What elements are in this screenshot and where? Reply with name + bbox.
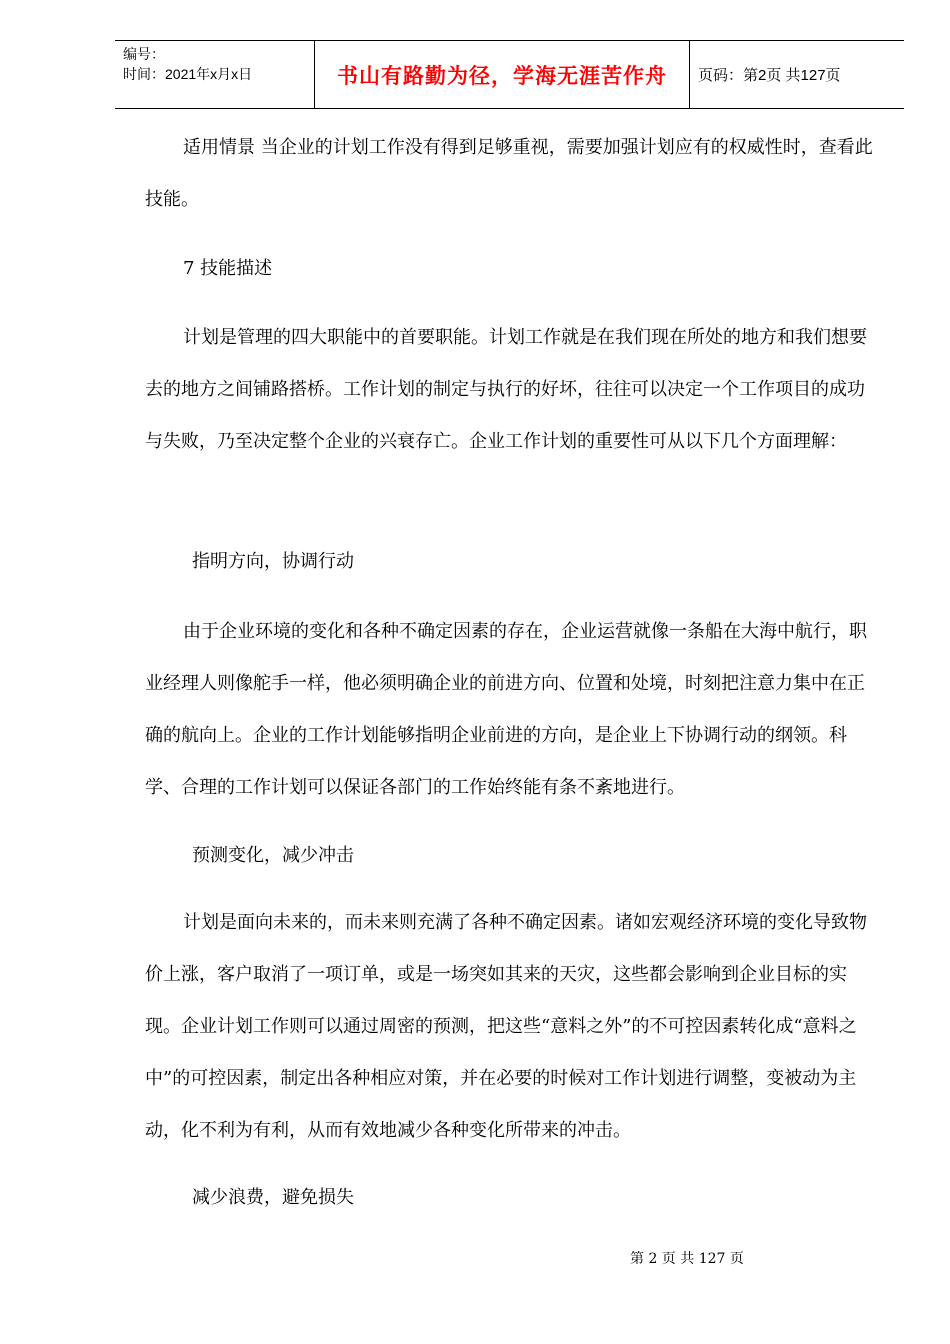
- number-label: 编号：: [123, 46, 165, 62]
- subheading-waste: 减少浪费，避免损失: [192, 1187, 354, 1208]
- paragraph-applicable-scenario: 适用情景 当企业的计划工作没有得到足够重视，需要加强计划应有的权威性时，查看此技能。: [145, 137, 873, 210]
- page-footer: 第 2 页 共 127 页: [630, 1251, 744, 1267]
- header-meta: [115, 41, 315, 108]
- header-page-info: 页码：第2页 共127页: [698, 67, 841, 84]
- page-header: [115, 40, 904, 109]
- section-heading: 7 技能描述: [183, 258, 273, 279]
- paragraph-change: 计划是面向未来的，而未来则充满了各种不确定因素。诸如宏观经济环境的变化导致物价上涨，客户取消了一项订单，或是一场突如其来的天灾，这些都会影响到企业目标的实现。企业计划工作则可以通过周密的预测，把这些“意料之外”的不可控因素转化成“意料之中”的可控因素，制定出各种相应对策，并在必要的时候对工作计划进行调整，变被动为主动，化不利为有利，从而有效地减少各种变化所带来的冲击。: [145, 912, 867, 1141]
- time-label: 时间：2021年x月x日: [123, 66, 253, 82]
- header-motto: 书山有路勤为径，学海无涯苦作舟: [315, 41, 690, 108]
- subheading-change: 预测变化，减少冲击: [192, 845, 354, 866]
- subheading-direction: 指明方向，协调行动: [192, 551, 354, 572]
- paragraph-plan-importance: 计划是管理的四大职能中的首要职能。计划工作就是在我们现在所处的地方和我们想要去的地方之间铺路搭桥。工作计划的制定与执行的好坏，往往可以决定一个工作项目的成功与失败，乃至决定整个企业的兴衰存亡。企业工作计划的重要性可从以下几个方面理解：: [145, 327, 867, 452]
- paragraph-direction: 由于企业环境的变化和各种不确定因素的存在，企业运营就像一条船在大海中航行，职业经理人则像舵手一样，他必须明确企业的前进方向、位置和处境，时刻把注意力集中在正确的航向上。企业的工作计划能够指明企业前进的方向，是企业上下协调行动的纲领。科学、合理的工作计划可以保证各部门的工作始终能有条不紊地进行。: [145, 621, 867, 798]
